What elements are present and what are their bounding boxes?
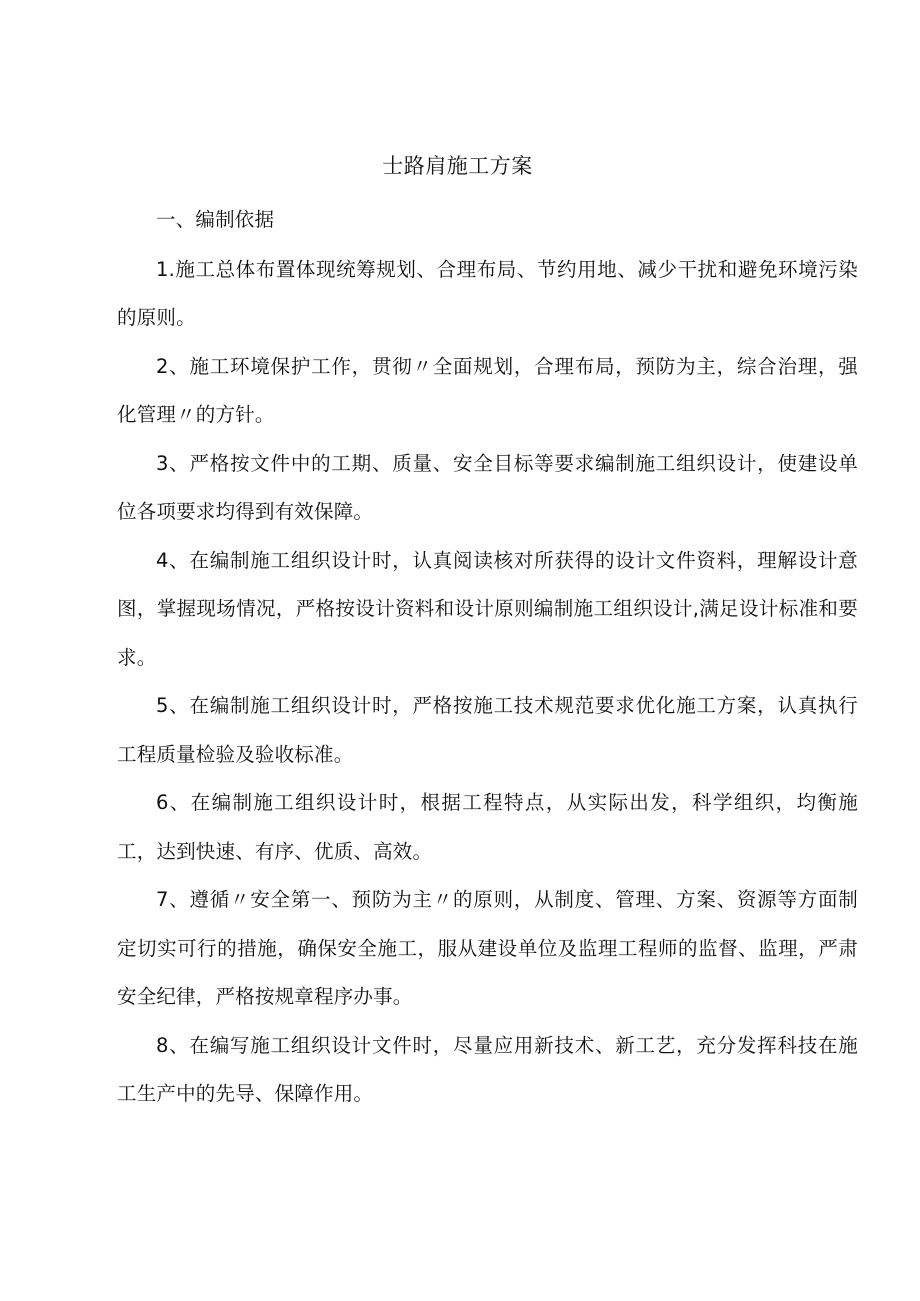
- document-title: 士路肩施工方案: [382, 154, 533, 178]
- paragraph-2: 2、施工环境保护工作，贯彻〃全面规划，合理布局，预防为主，综合治理，强化管理〃的方针。: [117, 354, 858, 426]
- paragraph-3: 3、严格按文件中的工期、质量、安全目标等要求编制施工组织设计，使建设单位各项要求均得到有效保障。: [117, 451, 858, 523]
- paragraph-4: 4、在编制施工组织设计时，认真阅读核对所获得的设计文件资料，理解设计意图，掌握现场情况，严格按设计资料和设计原则编制施工组织设计,满足设计标准和要求。: [117, 548, 858, 669]
- paragraph-8: 8、在编写施工组织设计文件时，尽量应用新技术、新工艺，充分发挥科技在施工生产中的先导、保障作用。: [117, 1033, 858, 1105]
- paragraph-7: 7、遵循〃安全第一、预防为主〃的原则，从制度、管理、方案、资源等方面制定切实可行的措施，确保安全施工，服从建设单位及监理工程师的监督、监理，严肃安全纪律，严格按规章程序办事。: [117, 888, 858, 1008]
- paragraph-6: 6、在编制施工组织设计时，根据工程特点，从实际出发，科学组织，均衡施工，达到快速、有序、优质、高效。: [117, 791, 858, 863]
- paragraph-5: 5、在编制施工组织设计时，严格按施工技术规范要求优化施工方案，认真执行工程质量检验及验收标准。: [117, 694, 858, 766]
- section-heading: 一、编制依据: [156, 208, 275, 231]
- paragraph-1: 1.施工总体布置体现统筹规划、合理布局、节约用地、减少干扰和避免环境污染的原则。: [117, 257, 858, 329]
